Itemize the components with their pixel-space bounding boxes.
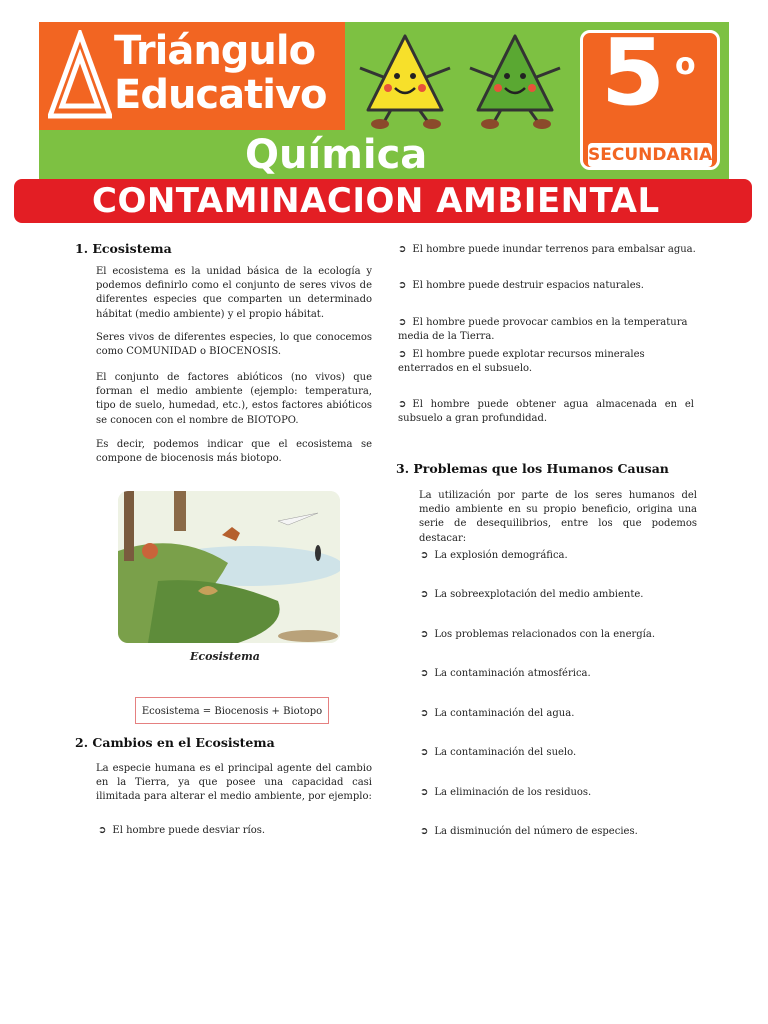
arrow-circle-icon: ➲ <box>98 825 107 836</box>
arrow-circle-icon: ➲ <box>398 317 407 328</box>
list-item: ➲ Los problemas relacionados con la energía. <box>420 629 656 640</box>
grade-number: 5 <box>601 19 666 126</box>
triangle-logo-icon <box>48 30 112 120</box>
section3-heading: 3. Problemas que los Humanos Causan <box>396 461 669 476</box>
list-item: ➲ La disminución del número de especies. <box>420 826 638 837</box>
list-item: ➲ La contaminación del agua. <box>420 708 575 719</box>
list-item: ➲ El hombre puede inundar terrenos para embalsar agua. <box>398 244 696 255</box>
section1-paragraph: Seres vivos de diferentes especies, lo que conocemos como COMUNIDAD o BIOCENOSIS. <box>96 332 372 358</box>
arrow-circle-icon: ➲ <box>420 550 429 561</box>
list-item: ➲ El hombre puede explotar recursos minerales enterrados en el subsuelo. <box>398 349 645 374</box>
section2-heading: 2. Cambios en el Ecosistema <box>75 735 275 750</box>
logo-line2: Educativo <box>114 72 327 118</box>
list-item: ➲ El hombre puede destruir espacios naturales. <box>398 280 644 291</box>
arrow-circle-icon: ➲ <box>420 826 429 837</box>
list-item: ➲ La explosión demográfica. <box>420 550 568 561</box>
arrow-circle-icon: ➲ <box>420 629 429 640</box>
arrow-circle-icon: ➲ <box>398 280 407 291</box>
image-caption: Ecosistema <box>190 650 260 663</box>
formula-box: Ecosistema = Biocenosis + Biotopo <box>135 697 329 724</box>
list-item: ➲ La sobreexplotación del medio ambiente. <box>420 589 644 600</box>
list-item: ➲ El hombre puede desviar ríos. <box>98 825 266 836</box>
green-triangle-mascot-icon <box>460 32 570 132</box>
section1-paragraph: El conjunto de factores abióticos (no vivos) que forman el medio ambiente (ejemplo: temperatura, tipo de suelo, humedad, etc.), estos factores abióticos se conocen con el nombre de BIOTOPO. <box>96 372 372 426</box>
grade-badge <box>580 19 720 170</box>
arrow-circle-icon: ➲ <box>398 399 407 410</box>
section1-heading: 1. Ecosistema <box>75 241 172 256</box>
arrow-circle-icon: ➲ <box>420 668 429 679</box>
arrow-circle-icon: ➲ <box>420 589 429 600</box>
subject-title: Química <box>245 132 428 178</box>
section1-paragraph: Es decir, podemos indicar que el ecosistema se compone de biocenosis más biotopo. <box>96 439 372 465</box>
arrow-circle-icon: ➲ <box>420 787 429 798</box>
logo-line1: Triángulo <box>114 28 316 74</box>
section1-paragraph: El ecosistema es la unidad básica de la ecología y podemos definirlo como el conjunto de seres vivos de diferentes especies que comparten un determinado hábitat (medio ambiente) y el propio hábitat. <box>96 266 372 320</box>
list-item: ➲ El hombre puede obtener agua almacenada en el subsuelo a gran profundidad. <box>398 399 694 424</box>
arrow-circle-icon: ➲ <box>420 708 429 719</box>
ecosystem-illustration <box>118 491 340 643</box>
page-title: CONTAMINACION AMBIENTAL <box>92 181 660 221</box>
section2-intro: La especie humana es el principal agente del cambio en la Tierra, ya que posee una capacidad casi ilimitada para alterar el medio ambiente, por ejemplo: <box>96 763 372 803</box>
grade-superscript: o <box>675 47 696 82</box>
list-item: ➲ La contaminación del suelo. <box>420 747 577 758</box>
list-item: ➲ La contaminación atmosférica. <box>420 668 591 679</box>
title-banner <box>14 179 752 223</box>
section3-intro: La utilización por parte de los seres humanos del medio ambiente en su propio beneficio, origina una serie de desequilibrios, entre los que podemos destacar: <box>419 490 697 544</box>
grade-level: SECUNDARIA <box>588 145 713 165</box>
list-item: ➲ La eliminación de los residuos. <box>420 787 592 798</box>
arrow-circle-icon: ➲ <box>420 747 429 758</box>
list-item: ➲ El hombre puede provocar cambios en la temperatura media de la Tierra. <box>398 317 688 342</box>
yellow-triangle-mascot-icon <box>350 32 460 132</box>
arrow-circle-icon: ➲ <box>398 244 407 255</box>
arrow-circle-icon: ➲ <box>398 349 407 360</box>
